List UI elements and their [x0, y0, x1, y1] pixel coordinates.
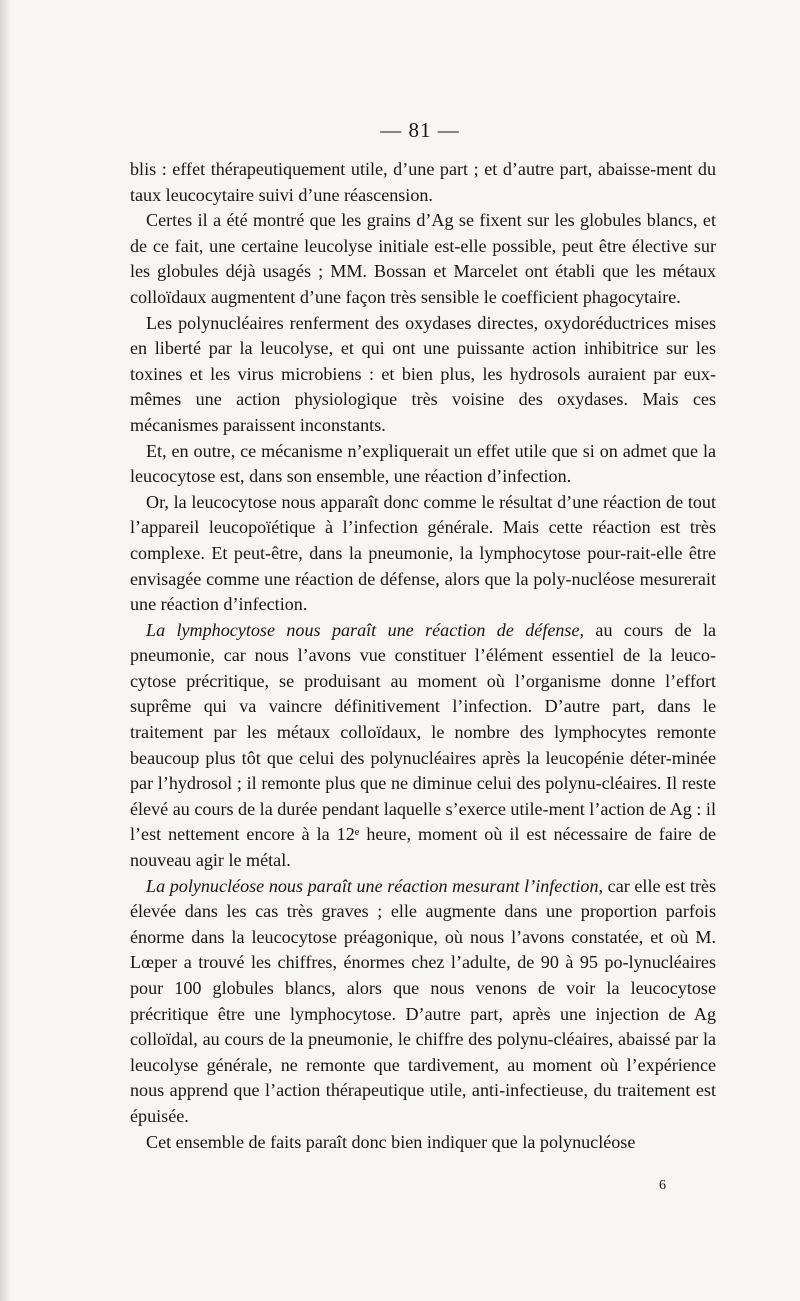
paragraph-1: [130, 157, 716, 208]
paragraph-7-text: car elle est très élevée dans les cas très graves ; elle augmente dans une proportion parfois énorme dans la leucocytose préagonique, où nous l’avons constatée, et où M. Lœper a trouvé les chiffres, énormes chez l’adulte, de 90 à 95 po-lynucléaires pour 100 globules blancs, alors que nous venons de voir la leucocytose précritique être une lymphocytose. D’autre part, après une injection de Ag colloïdal, au cours de la pneumonie, le chiffre des polynu-cléaires, abaissé par la leucolyse générale, ne remonte que tardivement, au moment où l’expérience nous apprend que l’action thérapeutique utile, anti-infectieuse, du traitement est épuisée.: [130, 875, 716, 1126]
paragraph-2-text: Certes il a été montré que les grains d’Ag se fixent sur les globules blancs, et de ce fait, une certaine leucolyse initiale est-elle possible, peut être élective sur les globules déjà usagés ; MM. Bossan et Marcelet ont établi que les métaux colloïdaux augmentent d’une façon très sensible le coefficient phagocytaire.: [130, 210, 716, 307]
paragraph-3: [130, 311, 716, 439]
paragraph-1-text: blis : effet thérapeutiquement utile, d’une part ; et d’autre part, abaisse-ment du taux leucocytaire suivi d’une réascension.: [130, 159, 716, 205]
body-text: [130, 157, 716, 1155]
paragraph-6-italic-lead: La lymphocytose nous paraît une réaction de défense,: [146, 619, 585, 640]
paragraph-8-text: Cet ensemble de faits paraît donc bien indiquer que la polynucléose: [146, 1131, 636, 1152]
paragraph-3-text: Les polynucléaires renferment des oxydases directes, oxydoréductrices mises en liberté par la leucolyse, et qui ont une puissante action inhibitrice sur les toxines et les virus microbiens : et bien plus, les hydrosols auraient par eux-mêmes une action physiologique très voisine des oxydases. Mais ces mécanismes paraissent inconstants.: [130, 312, 716, 435]
page-number: — 81 —: [380, 118, 460, 142]
paragraph-4-text: Et, en outre, ce mécanisme n’expliquerait un effet utile que si on admet que la leucocytose est, dans son ensemble, une réaction d’infection.: [130, 440, 716, 487]
paragraph-5-text: Or, la leucocytose nous apparaît donc comme le résultat d’une réaction de tout l’appareil leucopoïétique à l’infection générale. Mais cette réaction est très complexe. Et peut-être, dans la pneumonie, la lymphocytose pour-rait-elle être envisagée comme une réaction de défense, alors que la poly-nucléose mesurerait une réaction d’infection.: [130, 491, 716, 615]
paragraph-2: [130, 208, 716, 310]
paragraph-7: [130, 874, 716, 1130]
paragraph-8: [130, 1130, 716, 1156]
paragraph-4: [130, 439, 716, 490]
paragraph-5: [130, 490, 716, 618]
page-edge-shadow: [0, 0, 10, 1301]
paragraph-7-italic-lead: La polynucléose nous paraît une réaction mesurant l’infection,: [146, 875, 604, 896]
paragraph-6: [130, 618, 716, 874]
signature-mark: 6: [659, 1178, 666, 1193]
paragraph-6-text: au cours de la pneumonie, car nous l’avons vue constituer l’élément essentiel de la leuco-cytose précritique, se produisant au moment où l’organisme donne l’effort suprême qui va vaincre définitivement l’infection. D’autre part, dans le traitement par les métaux colloïdaux, le nombre des lymphocytes remonte beaucoup plus tôt que celui des polynucléaires après la leucopénie déter-minée par l’hydrosol ; il remonte plus que ne diminue celui des polynu-cléaires. Il reste élevé au cours de la durée pendant laquelle s’exerce utile-ment l’action de Ag : il l’est nettement encore à la 12ᵉ heure, moment où il est nécessaire de faire de nouveau agir le métal.: [130, 619, 717, 871]
